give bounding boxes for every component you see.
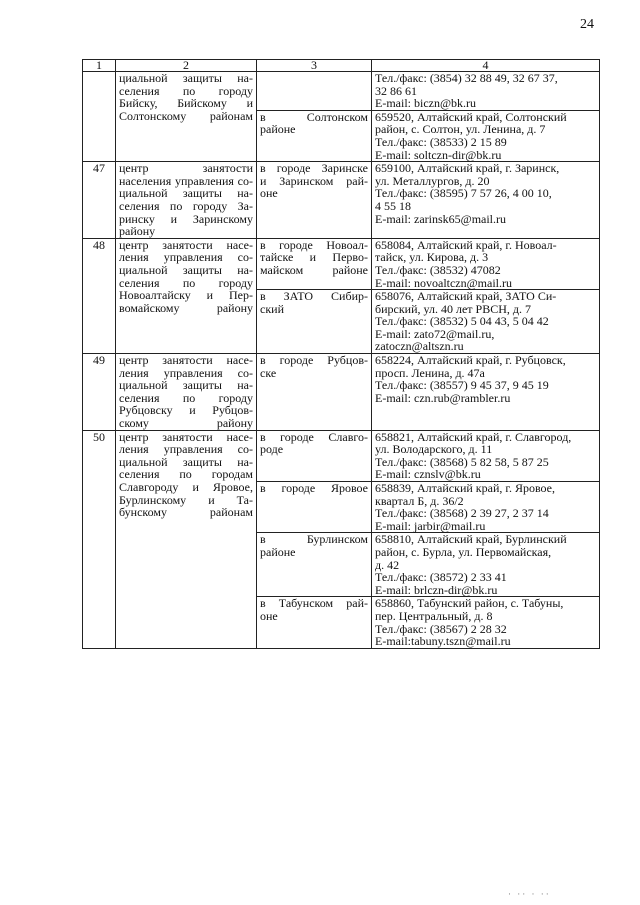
text-line: районе [260,544,296,559]
column-header: 3 [257,60,372,72]
text-line: Тел./факс: (38533) 2 15 89 [375,134,507,149]
header-row [83,60,600,72]
text-line: ский [260,301,284,316]
text-line: селения по городу [119,275,253,290]
text-line: E-mail: zato72@mail.ru, [375,326,495,341]
text-line: д. 42 [375,557,400,572]
organization-name-cell [116,354,257,431]
territory-cell [257,72,372,111]
contact-cell [372,290,600,354]
text-line: в городе Новоал- [260,237,368,252]
text-line: E-mail: zarinsk65@mail.ru [375,211,507,226]
text-line: селения по городам [119,467,253,482]
scan-artifact: · ·· · ·· [508,889,551,899]
contact-cell [372,238,600,289]
territory-cell [257,290,372,354]
table-header [83,60,600,72]
text-line: E-mail: cznslv@bk.ru [375,467,481,482]
contact-cell [372,482,600,533]
text-line: циальной защиты на- [119,71,253,85]
text-line: Солтонскому районам [119,108,253,123]
contact-cell [372,354,600,431]
row-number-cell: 47 [83,162,116,239]
column-header: 4 [372,60,600,72]
contact-cell [372,533,600,597]
territory-cell [257,110,372,161]
text-line: вомайскому району [119,300,253,315]
text-line: в Бурлинском [260,532,368,547]
contact-cell [372,430,600,481]
row-number-cell: 48 [83,238,116,353]
text-line: в городе Яровое [260,481,368,495]
contact-cell [372,72,600,111]
text-line: Тел./факс: (38568) 5 82 58, 5 87 25 [375,454,549,469]
text-line: E-mail:tabuny.tszn@mail.ru [375,634,511,649]
text-line: 659100, Алтайский край, г. Заринск, [375,161,560,176]
contact-cell [372,597,600,648]
text-line: циальной защиты на- [119,262,253,277]
contact-cell [372,110,600,161]
text-line: и Заринском рай- [260,173,368,188]
territory-cell [257,533,372,597]
text-line: селения по городу За- [119,198,253,213]
text-line: бунскому районам [119,505,253,520]
territory-cell [257,430,372,481]
territory-cell [257,162,372,239]
text-line: в городе Заринске [260,161,368,176]
text-line: E-mail: brlczn-dir@bk.ru [375,582,498,597]
text-line: ления управления со- [119,250,253,265]
text-line: районе [260,122,296,137]
row-number-cell: 49 [83,354,116,431]
text-line: 4 55 18 [375,198,411,213]
text-line: центр занятости насе- [119,429,253,444]
text-line: 658224, Алтайский край, г. Рубцовск, [375,353,566,368]
text-line: ления управления со- [119,442,253,457]
text-line: в Солтонском [260,109,368,124]
organization-name-cell [116,72,257,162]
text-line: 658821, Алтайский край, г. Славгород, [375,429,572,444]
text-line: 658810, Алтайский край, Бурлинский [375,532,567,547]
text-line: E-mail: czn.rub@rambler.ru [375,390,511,405]
text-line: в городе Рубцов- [260,353,368,368]
territory-cell [257,238,372,289]
page-number: 24 [580,17,594,32]
text-line: в Табунском рай- [260,596,368,611]
text-line: 658839, Алтайский край, г. Яровое, [375,481,555,495]
text-line: ул. Металлургов, д. 20 [375,173,490,188]
text-line: Тел./факс: (38532) 5 04 43, 5 04 42 [375,314,549,329]
employment-centers-table [82,59,600,649]
table-row [83,162,600,239]
text-line: E-mail: biczn@bk.ru [375,96,477,111]
contact-cell [372,162,600,239]
table-row [83,354,600,431]
text-line: Тел./факс: (38567) 2 28 32 [375,621,507,636]
text-line: Тел./факс: (38595) 7 57 26, 4 00 10, [375,186,552,201]
territory-cell [257,482,372,533]
territory-cell [257,597,372,648]
text-line: району [119,224,156,239]
text-line: 658860, Табунский район, с. Табуны, [375,596,564,611]
table-row [83,430,600,481]
text-line: майском районе [260,262,368,277]
text-line: в городе Славго- [260,429,368,444]
text-line: Тел./факс: (38557) 9 45 37, 9 45 19 [375,378,549,393]
row-number-cell: 50 [83,430,116,648]
text-line: в ЗАТО Сибир- [260,289,368,304]
organization-name-cell [116,162,257,239]
text-line: тайск, ул. Кирова, д. 3 [375,250,489,265]
text-line: ул. Володарского, д. 11 [375,442,493,457]
table-body [83,72,600,649]
text-line: селения по городу [119,390,253,405]
text-line: ления управления со- [119,365,253,380]
text-line: Тел./факс: (38532) 47082 [375,262,501,277]
text-line: Новоалтайску и Пер- [119,288,253,303]
organization-name-cell [116,430,257,648]
text-line: Тел./факс: (38568) 2 39 27, 2 37 14 [375,506,549,521]
text-line: 658076, Алтайский край, ЗАТО Си- [375,289,557,304]
column-header: 2 [116,60,257,72]
text-line: центр занятости насе- [119,353,253,368]
text-line: оне [260,608,278,623]
text-line: центр занятости насе- [119,237,253,252]
text-line: 32 86 61 [375,83,417,98]
text-line: 658084, Алтайский край, г. Новоал- [375,237,557,252]
table-row [83,72,600,111]
text-line: просп. Ленина, д. 47а [375,365,485,380]
text-line: ринску и Заринскому [119,211,253,226]
text-line: скому району [119,416,253,431]
text-line: циальной защиты на- [119,454,253,469]
text-line: Бурлинскому и Та- [119,492,253,507]
text-line: район, с. Бурла, ул. Первомайская, [375,544,552,559]
text-line: селения по городу [119,83,253,98]
territory-cell [257,354,372,431]
text-line: E-mail: novoaltczn@mail.ru [375,275,513,290]
text-line: квартал Б, д. 36/2 [375,493,464,508]
text-line: роде [260,442,284,457]
text-line: циальной защиты на- [119,186,253,201]
text-line: бирский, ул. 40 лет РВСН, д. 7 [375,301,531,316]
text-line: Бийску, Бийскому и [119,96,253,111]
text-line: пер. Центральный, д. 8 [375,608,493,623]
text-line: Славгороду и Яровое, [119,480,253,494]
row-number-cell [83,72,116,162]
organization-name-cell [116,238,257,353]
text-line: Рубцовску и Рубцов- [119,403,253,418]
text-line: E-mail: soltczn-dir@bk.ru [375,147,502,162]
text-line: оне [260,186,278,201]
text-line: ске [260,365,277,380]
text-line: E-mail: jarbir@mail.ru [375,518,486,533]
column-header: 1 [83,60,116,72]
text-line: Тел./факс: (38572) 2 33 41 [375,570,507,585]
text-line: район, с. Солтон, ул. Ленина, д. 7 [375,122,546,137]
text-line: тайске и Перво- [260,250,368,265]
text-line: 659520, Алтайский край, Солтонский [375,109,567,124]
text-line: zatoczn@altszn.ru [375,339,464,354]
text-line: циальной защиты на- [119,378,253,393]
text-line: центр занятости населения управления со- [119,161,253,188]
table-row [83,238,600,289]
text-line: Тел./факс: (3854) 32 88 49, 32 67 37, [375,71,558,85]
